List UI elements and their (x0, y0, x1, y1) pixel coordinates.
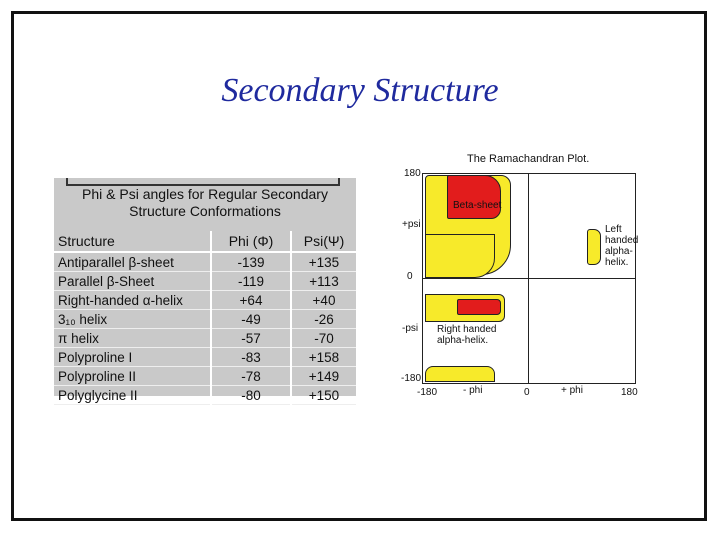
table-caption-line-1: Phi & Psi angles for Regular Secondary (82, 186, 328, 202)
left-helix-label: Left handed alpha-helix. (605, 224, 639, 268)
row-structure: Polyglycine II (54, 386, 211, 405)
row-phi: -78 (211, 367, 291, 386)
y-tick-minus-180: -180 (401, 373, 422, 384)
x-tick-minus-phi: - phi (463, 385, 483, 396)
table-row (54, 272, 356, 291)
header-psi: Psi(Ψ) (291, 231, 356, 252)
header-structure: Structure (54, 231, 211, 252)
table-caption-line-2: Structure Conformations (129, 203, 281, 219)
row-psi: +150 (291, 386, 356, 405)
row-phi: -83 (211, 348, 291, 367)
beta-allowed-extension (425, 234, 495, 278)
row-psi: +158 (291, 348, 356, 367)
row-phi: -139 (211, 252, 291, 272)
slide-title: Secondary Structure (221, 72, 499, 109)
plot-title: The Ramachandran Plot. (467, 153, 590, 165)
row-structure: Right-handed α-helix (54, 291, 211, 310)
table-caption (54, 186, 356, 220)
row-psi: +40 (291, 291, 356, 310)
y-tick-180: 180 (404, 168, 421, 179)
left-helix-region (587, 229, 601, 265)
y-tick-0: 0 (407, 271, 413, 282)
table-row (54, 367, 356, 386)
table-row (54, 386, 356, 405)
beta-sheet-label: Beta-sheet (453, 200, 502, 211)
row-structure: π helix (54, 329, 211, 348)
row-psi: +113 (291, 272, 356, 291)
table-row (54, 310, 356, 329)
row-psi: +135 (291, 252, 356, 272)
table-header-row (54, 231, 356, 252)
row-structure: Parallel β-Sheet (54, 272, 211, 291)
table-row (54, 291, 356, 310)
table-row (54, 348, 356, 367)
row-phi: -49 (211, 310, 291, 329)
table-bracket (66, 178, 340, 186)
right-helix-core (457, 299, 501, 315)
plot-area (422, 173, 639, 384)
y-tick-plus-psi: +psi (402, 219, 421, 230)
table-grid (54, 231, 356, 405)
table-row (54, 329, 356, 348)
row-psi: -70 (291, 329, 356, 348)
row-phi: +64 (211, 291, 291, 310)
row-psi: -26 (291, 310, 356, 329)
x-tick-minus-180: -180 (417, 387, 438, 398)
right-helix-label: Right handed alpha-helix. (437, 324, 497, 346)
ramachandran-plot (385, 150, 650, 400)
row-structure: Polyproline II (54, 367, 211, 386)
row-phi: -57 (211, 329, 291, 348)
bottom-allowed-region (425, 366, 495, 382)
row-phi: -80 (211, 386, 291, 405)
x-tick-180: 180 (621, 387, 638, 398)
y-tick-minus-psi: -psi (402, 323, 419, 334)
angle-table (54, 178, 356, 403)
psi-zero-line (423, 278, 635, 279)
row-psi: +149 (291, 367, 356, 386)
table-row (54, 252, 356, 272)
row-structure: Antiparallel β-sheet (54, 252, 211, 272)
x-tick-plus-phi: + phi (561, 385, 583, 396)
row-structure: 3₁₀ helix (54, 310, 211, 329)
header-phi: Phi (Φ) (211, 231, 291, 252)
x-tick-0: 0 (524, 387, 530, 398)
row-phi: -119 (211, 272, 291, 291)
beta-sheet-core (447, 175, 501, 219)
row-structure: Polyproline I (54, 348, 211, 367)
